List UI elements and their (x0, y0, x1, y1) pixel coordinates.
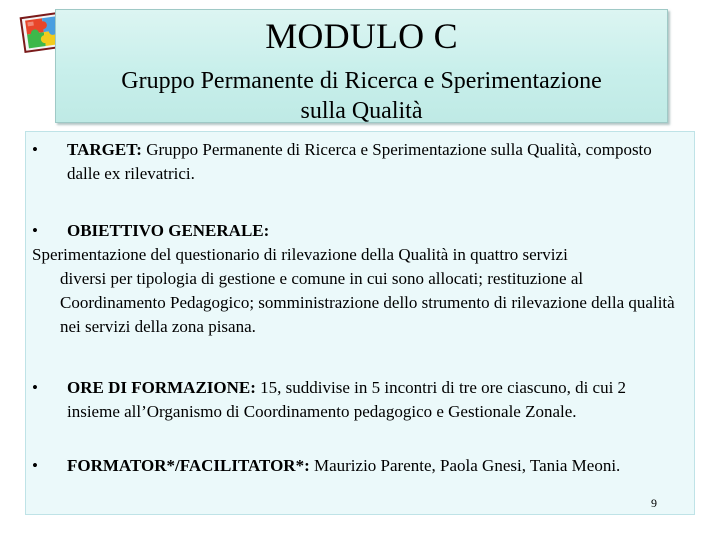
target-item (32, 138, 682, 186)
hours-text: 15, suddivise in 5 incontri di tre ore ciascuno, di cui 2 insieme all’Organismo di Coordinamento pedagogico e Gestionale Zonale. (67, 378, 627, 421)
hours-label: ORE DI FORMAZIONE: (67, 378, 256, 397)
objective-text: diversi per tipologia di gestione e comune in cui sono allocati; restituzione al Coordinamento Pedagogico; somministrazione dello strumento di rilevazione della qualità nei servizi della zona pisana. (60, 269, 675, 336)
hours-item (32, 376, 682, 424)
objective-line-1: Sperimentazione del questionario di rilevazione della Qualità in quattro servizi (32, 245, 568, 264)
objective-item (32, 219, 692, 339)
target-label: TARGET: (67, 140, 142, 159)
bullet-icon: • (32, 140, 38, 159)
subtitle-line-1: Gruppo Permanente di Ricerca e Sperimentazione (121, 68, 602, 94)
page-title: MODULO C (265, 16, 458, 56)
objective-label: OBIETTIVO GENERALE: (67, 221, 270, 240)
subtitle-line-2: sulla Qualità (300, 98, 423, 124)
page-number: 9 (651, 496, 657, 510)
bullet-icon: • (32, 221, 38, 240)
trainers-item (32, 454, 682, 478)
target-text: Gruppo Permanente di Ricerca e Sperimentazione sulla Qualità, composto dalle ex rilevatrici. (67, 140, 652, 183)
trainers-label: FORMATOR*/FACILITATOR*: (67, 456, 310, 475)
bullet-icon: • (32, 456, 38, 475)
page-subtitle (56, 66, 667, 126)
title-box (55, 9, 668, 123)
bullet-icon: • (32, 378, 38, 397)
trainers-text: Maurizio Parente, Paola Gnesi, Tania Meoni. (309, 456, 621, 475)
